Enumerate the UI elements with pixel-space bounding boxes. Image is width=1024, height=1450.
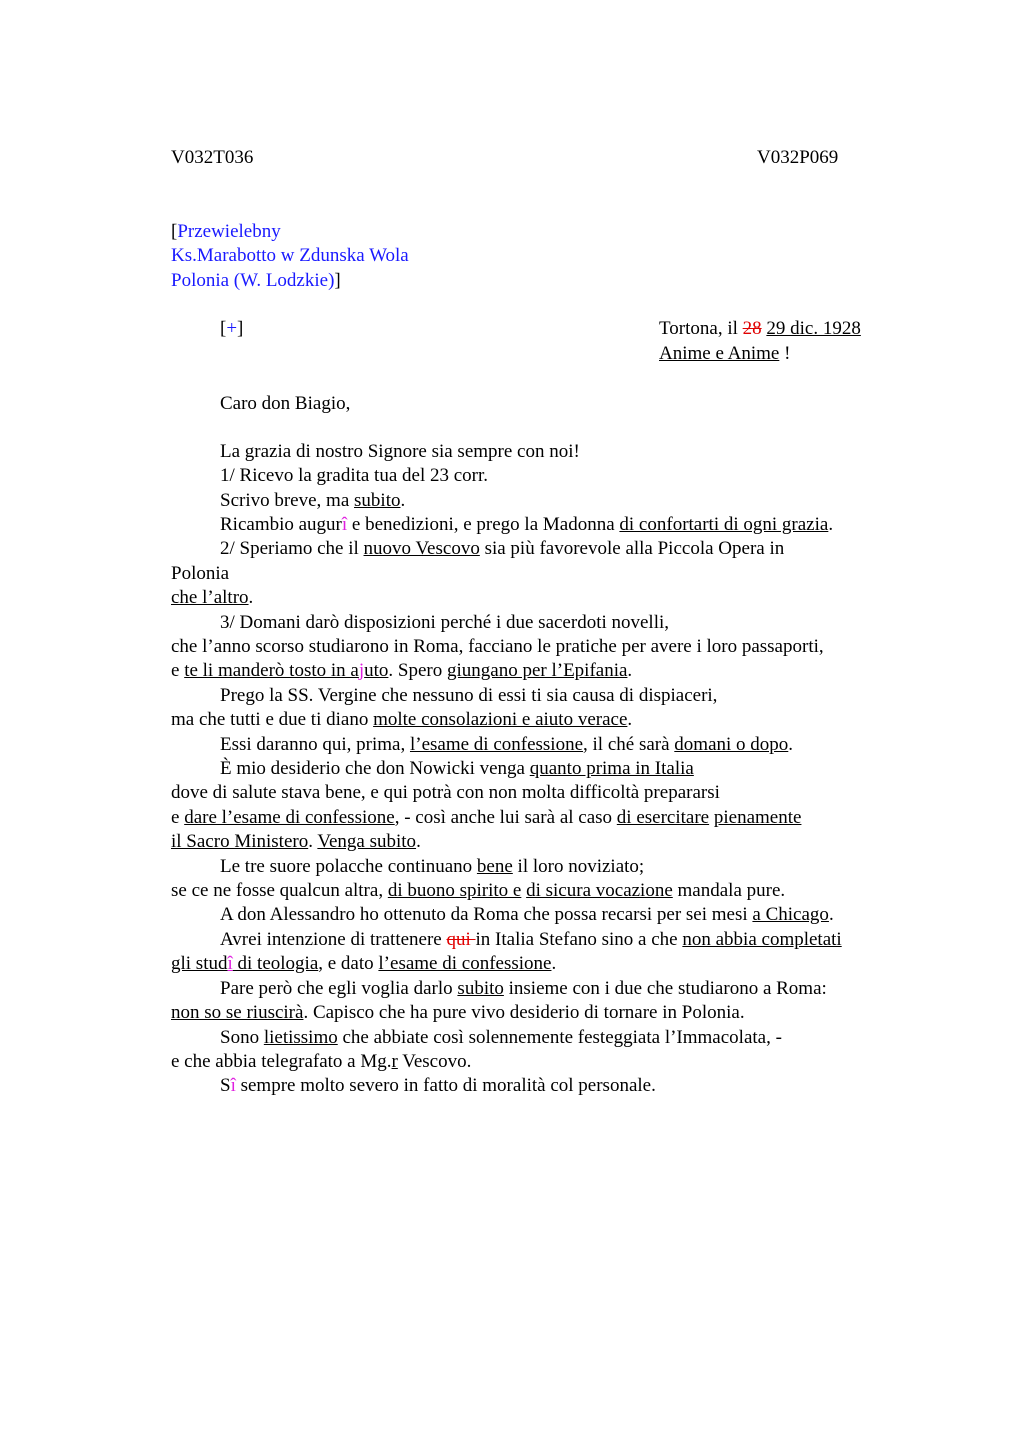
body-line: il Sacro Ministero. Venga subito.: [171, 831, 421, 852]
document-id-right: V032P069: [757, 147, 839, 168]
body-line: e che abbia telegrafato a Mg.r Vescovo.: [171, 1051, 472, 1072]
body-line: 2/ Speriamo che il nuovo Vescovo sia più favorevole alla Piccola Opera in: [220, 538, 785, 559]
body-line: Ricambio augurî e benedizioni, e prego la Madonna di confortarti di ogni grazia.: [220, 514, 834, 535]
body-line: Prego la SS. Vergine che nessuno di essi ti sia causa di dispiaceri,: [220, 685, 718, 706]
body-line: È mio desiderio che don Nowicki venga quanto prima in Italia: [220, 758, 694, 779]
body-line: Avrei intenzione di trattenere qui in Italia Stefano sino a che non abbia completati: [220, 929, 842, 950]
dateline: Tortona, il 28 29 dic. 1928: [659, 318, 861, 339]
address-line-3: Polonia (W. Lodzkie): [171, 270, 335, 291]
struck-day: 28: [742, 318, 762, 339]
salutation: Caro don Biagio,: [220, 393, 351, 414]
body-line: Sono lietissimo che abbiate così solennemente festeggiata l’Immacolata, -: [220, 1027, 782, 1048]
body-line: che l’anno scorso studiarono in Roma, facciano le pratiche per avere i loro passaporti,: [171, 636, 824, 657]
body-line: che l’altro.: [171, 587, 254, 608]
body-line: Essi daranno qui, prima, l’esame di confessione, il ché sarà domani o dopo.: [220, 734, 794, 755]
body-line: se ce ne fosse qualcun altra, di buono spirito e di sicura vocazione mandala pure.: [171, 880, 786, 901]
body-line: Sî sempre molto severo in fatto di moralità col personale.: [220, 1075, 656, 1096]
body-line: e te li manderò tosto in ajuto. Spero giungano per l’Epifania.: [171, 660, 633, 681]
body-line: 3/ Domani darò disposizioni perché i due sacerdoti novelli,: [220, 612, 670, 633]
cross-mark: [+]: [220, 318, 244, 339]
body-line: A don Alessandro ho ottenuto da Roma che possa recarsi per sei mesi a Chicago.: [220, 904, 834, 925]
body-line: Scrivo breve, ma subito.: [220, 490, 406, 511]
cross-icon: +: [226, 318, 238, 339]
body-line: non so se riuscirà. Capisco che ha pure vivo desiderio di tornare in Polonia.: [171, 1002, 745, 1023]
address-line-2: Ks.Marabotto w Zdunska Wola: [171, 245, 409, 266]
body-line: dove di salute stava bene, e qui potrà con non molta difficoltà prepararsi: [171, 782, 720, 803]
address-line-1: Przewielebny: [177, 221, 281, 242]
body-line: Pare però che egli voglia darlo subito insieme con i due che studiarono a Roma:: [220, 978, 827, 999]
body-line: La grazia di nostro Signore sia sempre con noi!: [220, 441, 580, 462]
body-line: e dare l’esame di confessione, - così anche lui sarà al caso di esercitare pienamente: [171, 807, 802, 828]
body-line: Le tre suore polacche continuano bene il loro noviziato;: [220, 856, 645, 877]
body-line: Polonia: [171, 563, 230, 584]
body-line: gli studî di teologia, e dato l’esame di confessione.: [171, 953, 557, 974]
body-line: ma che tutti e due ti diano molte consolazioni e aiuto verace.: [171, 709, 633, 730]
body-line: 1/ Ricevo la gradita tua del 23 corr.: [220, 465, 489, 486]
document-id-left: V032T036: [171, 147, 254, 168]
letter-date: 29 dic. 1928: [766, 318, 861, 339]
motto: Anime e Anime !: [659, 343, 791, 364]
